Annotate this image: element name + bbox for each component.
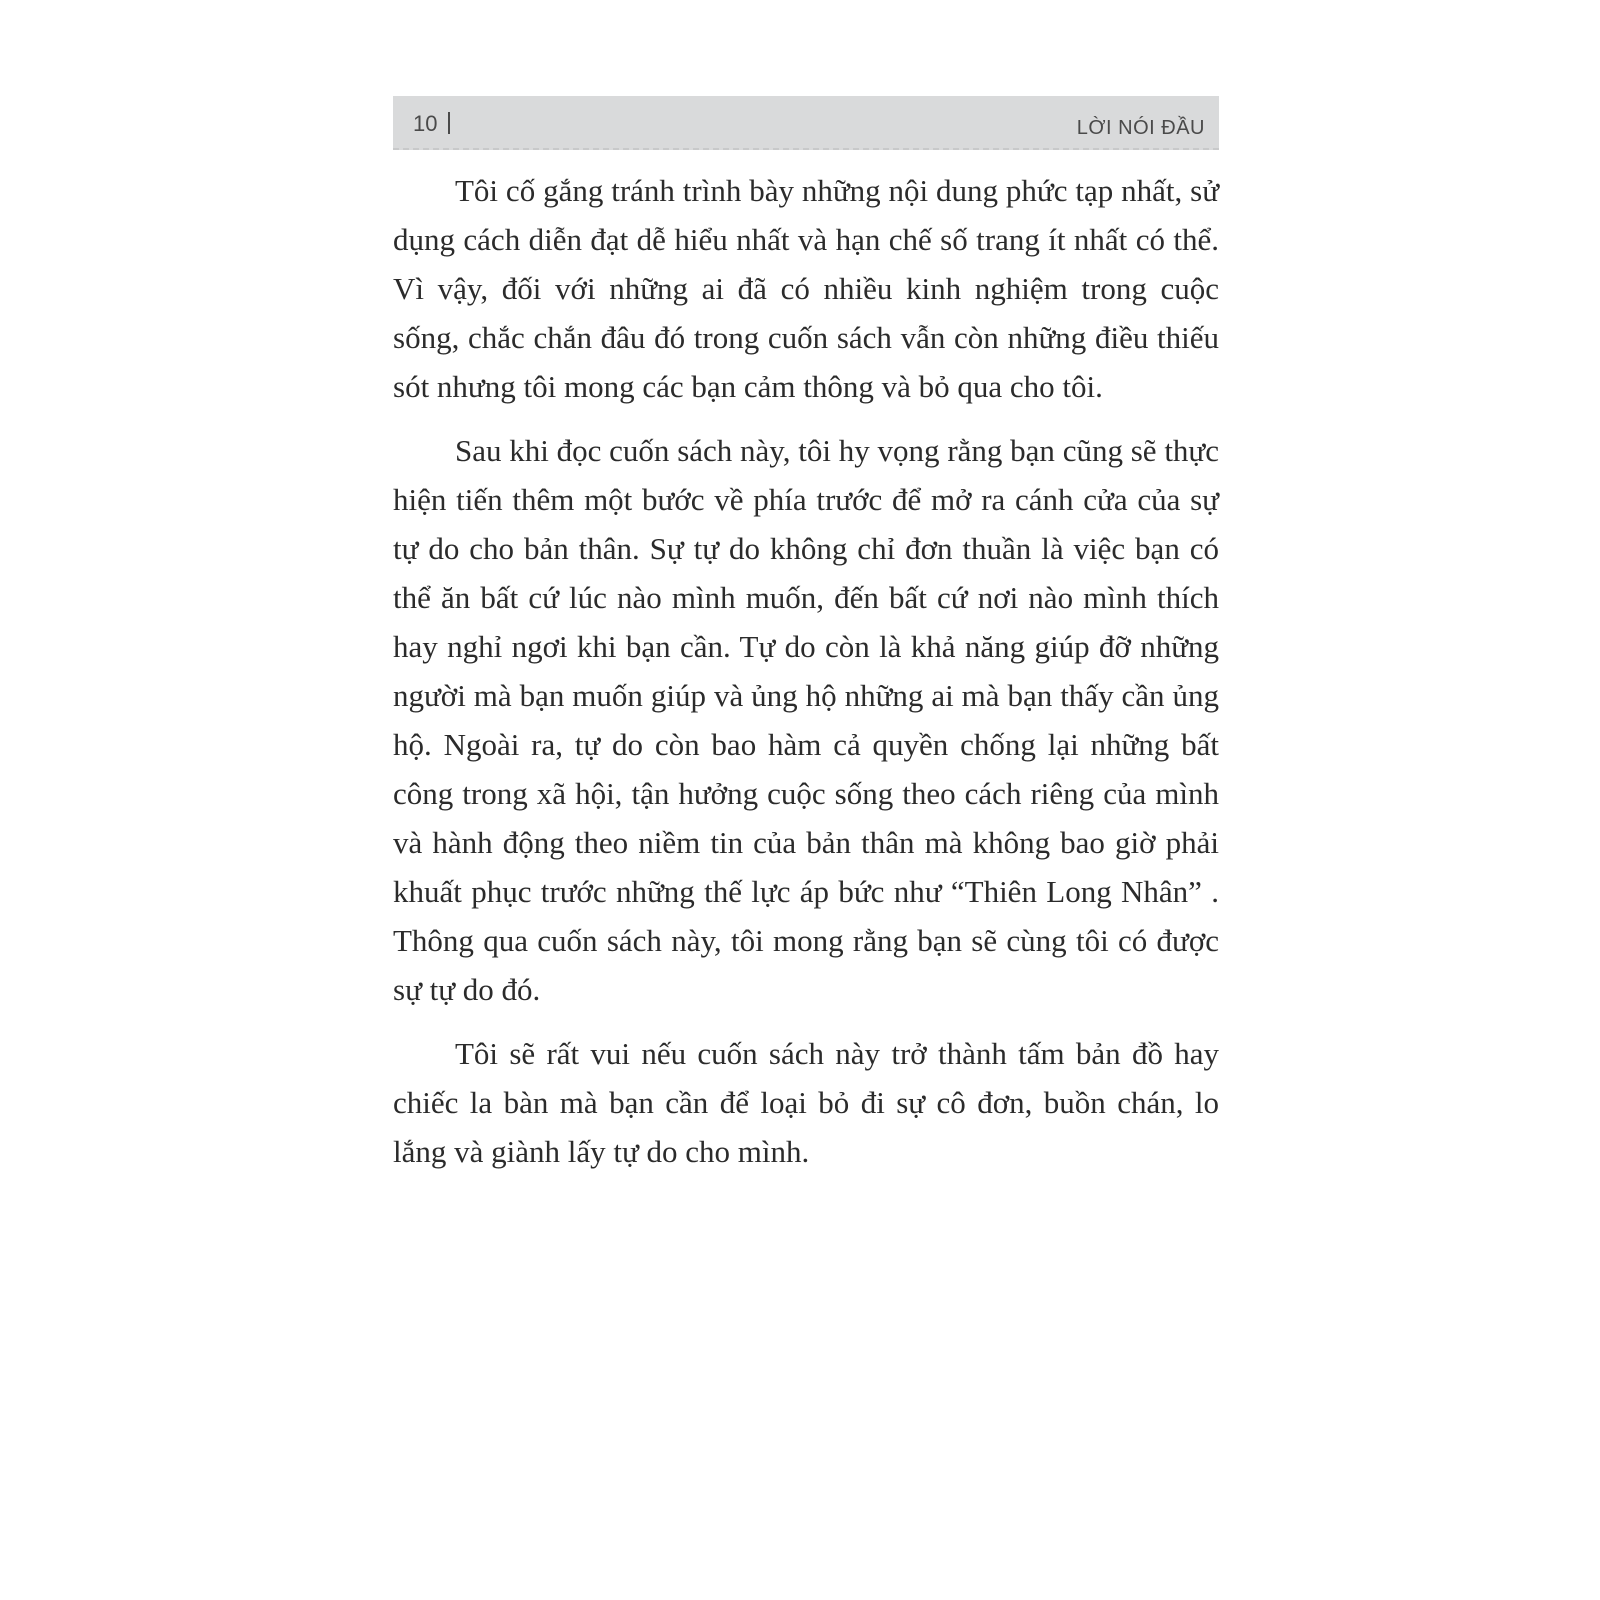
paragraph-2: Sau khi đọc cuốn sách này, tôi hy vọng rằng bạn cũng sẽ thực hiện tiến thêm một bước về phía trước để mở ra cánh cửa của sự tự do cho bản thân. Sự tự do không chỉ đơn thuần là việc bạn có thể ăn bất cứ lúc nào mình muốn, đến bất cứ nơi nào mình thích hay nghỉ ngơi khi bạn cần. Tự do còn là khả năng giúp đỡ những người mà bạn muốn giúp và ủng hộ những ai mà bạn thấy cần ủng hộ. Ngoài ra, tự do còn bao hàm cả quyền chống lại những bất công trong xã hội, tận hưởng cuộc sống theo cách riêng của mình và hành động theo niềm tin của bản thân mà không bao giờ phải khuất phục trước những thế lực áp bức như “Thiên Long Nhân” . Thông qua cuốn sách này, tôi mong rằng bạn sẽ cùng tôi có được sự tự do đó. (393, 433, 1219, 1007)
section-title: LỜI NÓI ĐẦU (1076, 117, 1205, 139)
body-text (393, 166, 1219, 1191)
header-divider (448, 112, 450, 134)
paragraph-1: Tôi cố gắng tránh trình bày những nội dung phức tạp nhất, sử dụng cách diễn đạt dễ hiểu nhất và hạn chế số trang ít nhất có thể. Vì vậy, đối với những ai đã có nhiều kinh nghiệm trong cuộc sống, chắc chắn đâu đó trong cuốn sách vẫn còn những điều thiếu sót nhưng tôi mong các bạn cảm thông và bỏ qua cho tôi. (393, 173, 1219, 404)
running-header (393, 96, 1219, 150)
page-number: 10 (413, 111, 438, 136)
paragraph-3: Tôi sẽ rất vui nếu cuốn sách này trở thành tấm bản đồ hay chiếc la bàn mà bạn cần để loại bỏ đi sự cô đơn, buồn chán, lo lắng và giành lấy tự do cho mình. (393, 1036, 1219, 1169)
